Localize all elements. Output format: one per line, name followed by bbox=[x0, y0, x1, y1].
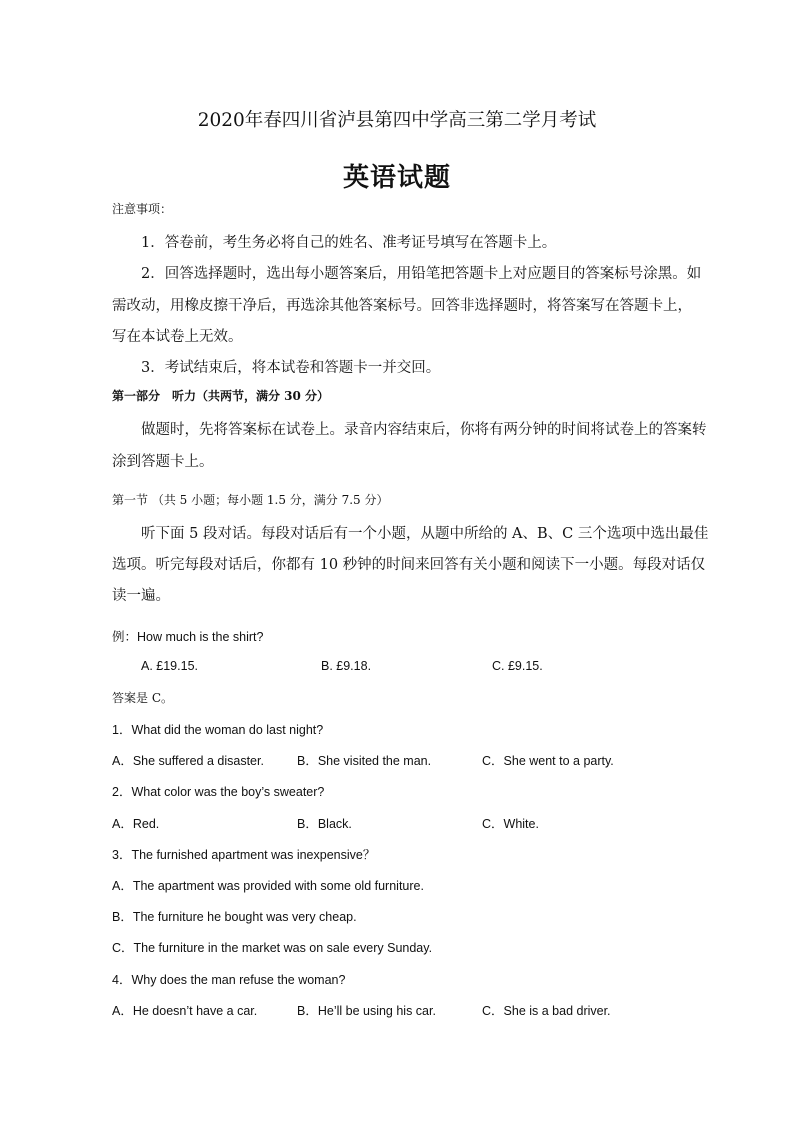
question-4-option-c: C．She is a bad driver. bbox=[482, 1004, 611, 1018]
question-1-option-c: C．She went to a party. bbox=[482, 754, 614, 768]
section-1-heading: 第一节 （共 5 小题；每小题 1.5 分，满分 7.5 分） bbox=[112, 493, 389, 507]
question-4-option-b: B．He’ll be using his car. bbox=[297, 1004, 436, 1018]
example-option-b: B. £9.18. bbox=[321, 659, 372, 673]
question-3-option-c: C．The furniture in the market was on sale every Sunday. bbox=[112, 941, 433, 955]
part-1-intro-line-2: 涂到答题卡上。 bbox=[112, 454, 214, 470]
section-1-intro-line-1: 听下面 5 段对话。每段对话后有一个小题，从题中所给的 A、B、C 三个选项中选出最佳 bbox=[141, 526, 709, 542]
question-2-option-a: A．Red. bbox=[112, 817, 160, 831]
question-1-stem: 1．What did the woman do last night? bbox=[112, 723, 324, 737]
example-question: 例：How much is the shirt? bbox=[112, 630, 264, 644]
question-4-option-a: A．He doesn’t have a car. bbox=[112, 1004, 258, 1018]
notice-item-3: 3．考试结束后，将本试卷和答题卡一并交回。 bbox=[141, 360, 441, 376]
example-answer: 答案是 C。 bbox=[112, 691, 173, 705]
question-3-stem: 3．The furnished apartment was inexpensive？ bbox=[112, 848, 376, 862]
example-option-c: C. £9.15. bbox=[492, 659, 543, 673]
notice-item-2-line-3: 写在本试卷上无效。 bbox=[112, 329, 243, 345]
notice-heading: 注意事项： bbox=[112, 202, 173, 216]
question-3-option-a: A．The apartment was provided with some old furniture. bbox=[112, 879, 424, 893]
exam-title: 2020年春四川省泸县第四中学高三第二学月考试 bbox=[197, 110, 597, 131]
question-4-stem: 4．Why does the man refuse the woman? bbox=[112, 973, 346, 987]
question-2-option-c: C．White. bbox=[482, 817, 539, 831]
notice-item-2-line-1: 2．回答选择题时，选出每小题答案后，用铅笔把答题卡上对应题目的答案标号涂黑。如 bbox=[141, 266, 702, 282]
question-1-option-b: B．She visited the man. bbox=[297, 754, 432, 768]
question-2-stem: 2．What color was the boy’s sweater? bbox=[112, 785, 325, 799]
section-1-intro-line-3: 读一遍。 bbox=[112, 588, 170, 604]
question-2-option-b: B．Black. bbox=[297, 817, 352, 831]
question-1-option-a: A．She suffered a disaster. bbox=[112, 754, 264, 768]
notice-item-2-line-2: 需改动，用橡皮擦干净后，再选涂其他答案标号。回答非选择题时，将答案写在答题卡上， bbox=[112, 298, 692, 314]
notice-item-1: 1．答卷前，考生务必将自己的姓名、准考证号填写在答题卡上。 bbox=[141, 235, 557, 251]
section-1-intro-line-2: 选项。听完每段对话后，你都有 10 秒钟的时间来回答有关小题和阅读下一小题。每段对话仅 bbox=[112, 557, 706, 573]
question-3-option-b: B．The furniture he bought was very cheap. bbox=[112, 910, 357, 924]
example-option-a: A. £19.15. bbox=[141, 659, 198, 673]
exam-subtitle: 英语试题 bbox=[342, 163, 451, 193]
part-1-heading: 第一部分 听力（共两节，满分 30 分） bbox=[112, 389, 330, 403]
part-1-intro-line-1: 做题时，先将答案标在试卷上。录音内容结束后，你将有两分钟的时间将试卷上的答案转 bbox=[141, 422, 707, 438]
